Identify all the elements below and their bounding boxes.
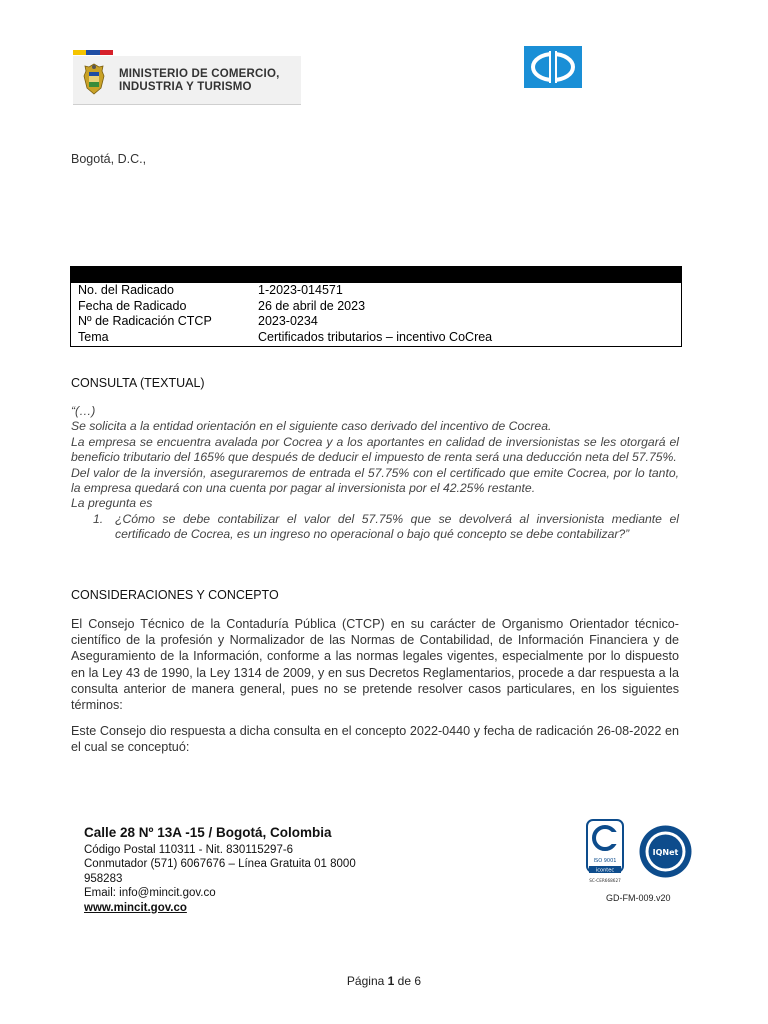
consulta-heading: CONSULTA (TEXTUAL) [71,376,205,390]
iqnet-label: IQNet [652,848,679,857]
icontec-certification-icon [585,818,627,886]
list-item-number: 1. [93,511,104,526]
footer-postal: Código Postal 110311 - Nit. 830115297-6 [84,843,294,856]
page-number [0,974,768,988]
iso-label: ISO 9001 [593,858,617,864]
footer-address: Calle 28 Nº 13A -15 / Bogotá, Colombia [84,825,332,840]
list-item-text: ¿Cómo se debe contabilizar el valor del 57.75% que se devolverá al inversionista mediante el certificado de Cocrea, es un ingreso no operacional o bajo qué concepto se debe contabilizar?” [115,511,679,542]
coat-of-arms-icon [81,62,107,96]
ministry-logo [73,48,303,108]
icontec-label: icontec [595,867,615,874]
letter-city: Bogotá, D.C., [71,152,147,166]
ministry-name-line2: INDUSTRIA Y TURISMO [119,81,252,93]
body-paragraph: Este Consejo dio respuesta a dicha consulta en el concepto 2022-0440 y fecha de radicación 26-08-2022 en el cual se conceptuó: [71,724,679,755]
footer-email: Email: info@mincit.gov.co [84,887,216,899]
row-value: 26 de abril de 2023 [258,298,366,313]
body-paragraph: El Consejo Técnico de la Contaduría Pública (CTCP) en su carácter de Organismo Orientador técnico-científico de la profesión y Normalizador de las Normas de Contabilidad, de Información Financiera y de Aseguramiento de la Información, conforme a las normas legales vigentes, especialmente por lo dispuesto en la Ley 43 de 1990, la Ley 1314 de 2009, y en sus Decretos Reglamentarios, procede a dar respuesta a la consulta anterior de manera general, pues no se pretende resolver casos particulares, en los siguientes términos: [71,617,679,713]
quote-open: “(…) [71,404,96,418]
form-code: GD-FM-009.v20 [606,893,671,903]
ctcp-logo-icon [524,46,582,88]
quote-paragraph: La empresa se encuentra avalada por Cocrea y a los aportantes en calidad de inversionistas se les otorgará el beneficio tributario del 165% que después de deducir el impuesto de renta será una deducción neta del 57.75%. [71,434,679,465]
quote-paragraph: Se solicita a la entidad orientación en el siguiente caso derivado del incentivo de Cocrea. [71,419,552,434]
iqnet-certification-icon [638,824,693,879]
consulta-quote [71,404,679,543]
table-header-bar [71,267,681,283]
table-row [71,283,681,299]
row-value: Certificados tributarios – incentivo CoCrea [258,329,493,344]
ministry-name-line1: MINISTERIO DE COMERCIO, [119,68,280,80]
table-row [71,330,681,346]
quote-paragraph: Del valor de la inversión, aseguraremos de entrada el 57.75% con el certificado que emite Cocrea, por lo tanto, la empresa quedará con una cuenta por pagar al inversionista por el 42.25% restante. [71,465,679,496]
row-value: 1-2023-014571 [258,283,343,297]
cert-code: SC-CER668627 [589,878,621,883]
table-row [71,299,681,315]
row-label: No. del Radicado [78,283,174,297]
page-total: 6 [414,974,422,988]
footer-phone: Conmutador (571) 6067676 – Línea Gratuita 01 8000 [84,858,356,870]
row-value: 2023-0234 [258,314,318,328]
table-row [71,314,681,330]
page-current: 1 [387,974,395,988]
consideraciones-heading: CONSIDERACIONES Y CONCEPTO [71,588,279,602]
footer-address-block [84,826,356,915]
row-label: Tema [78,329,109,344]
colombia-flag-stripe [73,50,113,55]
footer-phone-cont: 958283 [84,872,123,885]
row-label: Nº de Radicación CTCP [78,314,212,328]
row-label: Fecha de Radicado [78,298,187,313]
page-mid: de [397,974,412,988]
quote-paragraph: La pregunta es [71,496,153,511]
radicado-table [70,266,682,347]
page-prefix: Página [346,974,385,988]
list-item [93,512,679,543]
footer-website-link[interactable]: www.mincit.gov.co [84,901,187,914]
